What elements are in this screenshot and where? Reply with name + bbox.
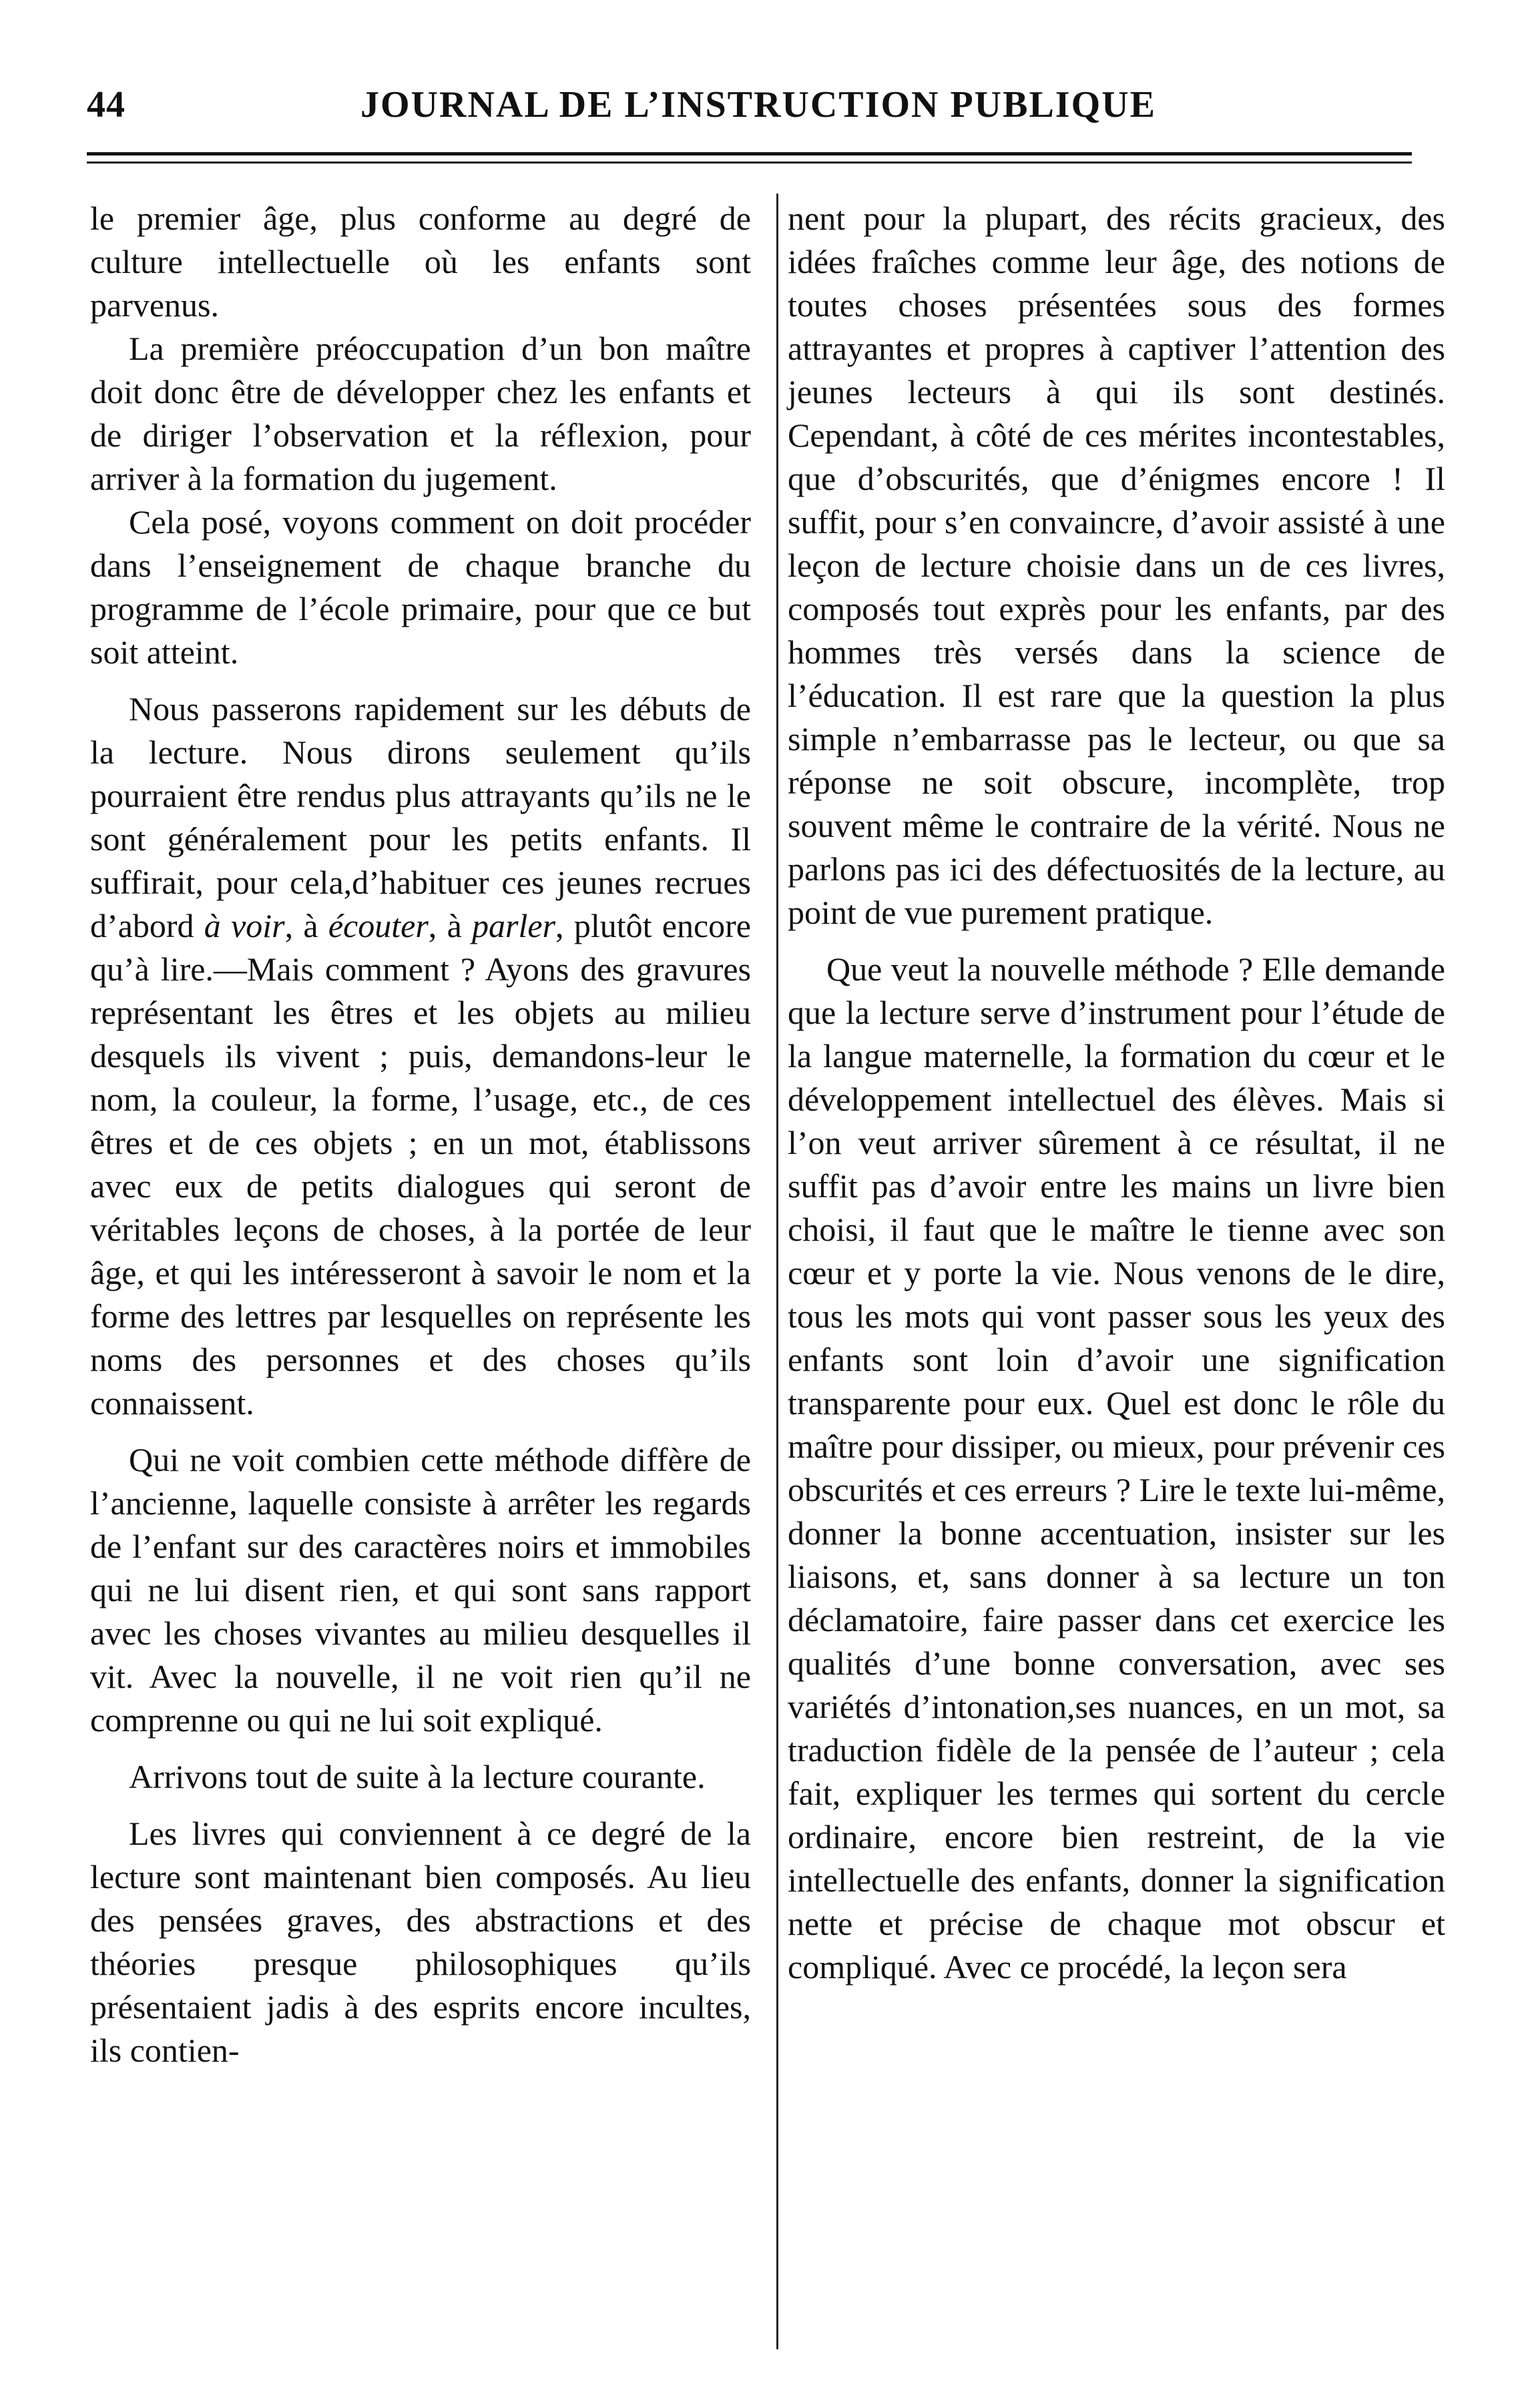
running-title: JOURNAL DE L’INSTRUCTION PUBLIQUE	[360, 84, 1156, 125]
header-rule-secondary	[87, 162, 1412, 164]
paragraph: Que veut la nouvelle méthode ? Elle demande que la lecture serve d’instrument pour l’étude de la langue maternelle, la formation du cœur et le développement intellectuel des élèves. Mais si l’on veut arriver sûrement à ce résultat, il ne suffit pas d’avoir entre les mains un livre bien choisi, il faut que le maître le tienne avec son cœur et y porte la vie. Nous venons de le dire, tous les mots qui vont passer sous les yeux des enfants sont loin d’avoir une signification transparente pour eux. Quel est donc le rôle du maître pour dissiper, ou mieux, pour prévenir ces obscurités et ces erreurs ? Lire le texte lui-même, donner la bonne accentuation, insister sur les liaisons, et, sans donner à sa lecture un ton déclamatoire, faire passer dans cet exercice les qualités d’une bonne conversation, avec ses variétés d’intonation,ses nuances, en un mot, sa traduction fidèle de la pensée de l’auteur ; cela fait, expliquer les termes qui sortent du cercle ordinaire, encore bien restreint, de la vie intellectuelle des enfants, donner la signification nette et précise de chaque mot obscur et compliqué. Avec ce procédé, la leçon sera	[788, 950, 1445, 1986]
left-column	[90, 197, 751, 2072]
paragraph: nent pour la plupart, des récits gracieux, des idées fraîches comme leur âge, des notions de toutes choses présentées sous des formes attrayantes et propres à captiver l’attention des jeunes lecteurs à qui ils sont destinés. Cependant, à côté de ces mérites incontestables, que d’obscurités, que d’énigmes encore ! Il suffit, pour s’en convaincre, d’avoir assisté à une leçon de lecture choisie dans un de ces livres, composés tout exprès pour les enfants, par des hommes très versés dans la science de l’éducation. Il est rare que la question la plus simple n’embarrasse pas le lecteur, ou que sa réponse ne soit obscure, incomplète, trop souvent même le contraire de la vérité. Nous ne parlons pas ici des défectuosités de la lecture, au point de vue purement pratique.	[788, 200, 1445, 931]
paragraph: le premier âge, plus conforme au degré de culture intellectuelle où les enfants sont parvenus.	[90, 200, 751, 324]
text-run: , plutôt encore qu’à lire.—Mais comment ? Ayons des gravures représentant les êtres et les objets au milieu desquels ils vivent ; puis, demandons-leur le nom, la couleur, la forme, l’usage, etc., de ces êtres et de ces objets ; en un mot, établissons avec eux de petits dialogues qui seront de véritables leçons de choses, à la portée de leur âge, et qui les intéresseront à savoir le nom et la forme des lettres par lesquelles on représente les noms des personnes et des choses qu’ils connaissent.	[90, 907, 751, 1422]
right-column	[788, 197, 1445, 1989]
paragraph: La première préoccupation d’un bon maître doit donc être de développer chez les enfants et de diriger l’observation et la réflexion, pour arriver à la formation du jugement.	[90, 330, 751, 497]
italic-word: à voir	[204, 907, 285, 944]
paragraph: Arrivons tout de suite à la lecture courante.	[129, 1758, 706, 1795]
text-run: , à	[284, 907, 328, 944]
page-header	[87, 83, 1422, 130]
page-number: 44	[87, 84, 125, 125]
paragraph: Qui ne voit combien cette méthode diffère de l’ancienne, laquelle consiste à arrêter les regards de l’enfant sur des caractères noirs et immobiles qui ne lui disent rien, et qui sont sans rapport avec les choses vivantes au milieu desquelles il vit. Avec la nouvelle, il ne voit rien qu’il ne comprenne ou qui ne lui soit expliqué.	[90, 1441, 751, 1739]
text-run: , à	[428, 907, 473, 944]
column-divider	[776, 194, 778, 2349]
text-run: Nous passerons rapidement sur les débuts de la lecture. Nous dirons seulement qu’ils pourraient être rendus plus attrayants qu’ils ne le sont généralement pour les petits enfants. Il suffirait, pour cela,d’habituer ces jeunes recrues d’abord	[90, 690, 751, 944]
paragraph	[90, 687, 751, 1425]
italic-word: parler	[472, 907, 556, 944]
paragraph: Les livres qui conviennent à ce degré de la lecture sont maintenant bien composés. Au lieu des pensées graves, des abstractions et des théories presque philosophiques qu’ils présentaient jadis à des esprits encore incultes, ils contien-	[90, 1815, 751, 2069]
header-rule	[87, 152, 1412, 156]
italic-word: écouter	[328, 907, 429, 944]
paragraph: Cela posé, voyons comment on doit procéder dans l’enseignement de chaque branche du programme de l’école primaire, pour que ce but soit atteint.	[90, 503, 751, 671]
